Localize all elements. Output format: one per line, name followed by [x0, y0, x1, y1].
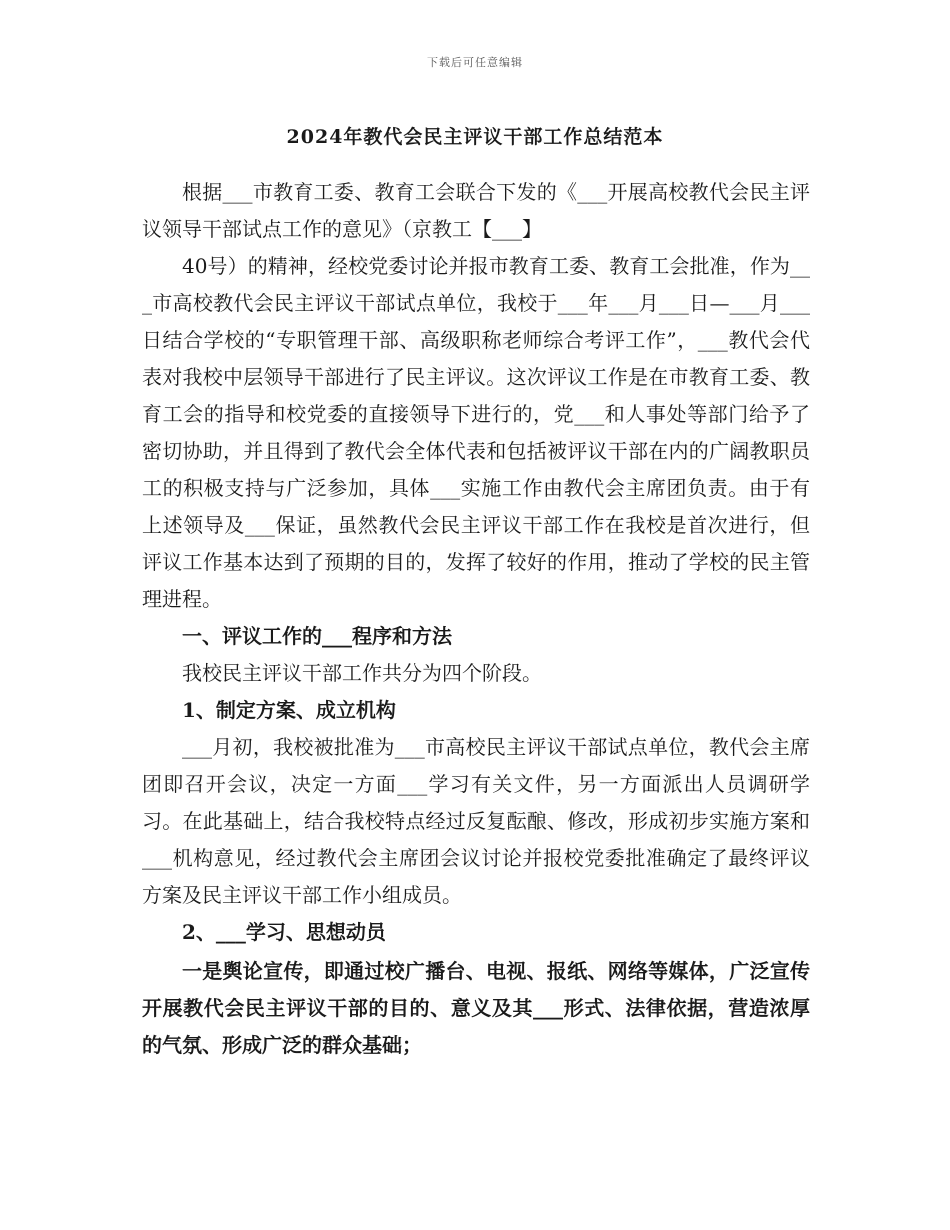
subsection-heading-2: 2、___学习、思想动员	[182, 920, 386, 944]
subsection-heading-1: 1、制定方案、成立机构	[182, 698, 396, 722]
paragraph-plan: ___月初，我校被批准为___市高校民主评议干部试点单位，教代会主席团即召开会议，决定一方面___学习有关文件，另一方面派出人员调研学习。在此基础上，结合我校特点经过反复酝酿、修改，形成初步实施方案和___机构意见，经过教代会主席团会议讨论并报校党委批准确定了最终评议方案及民主评议干部工作小组成员。	[142, 735, 810, 907]
section-heading-1: 一、评议工作的___程序和方法	[182, 624, 452, 648]
paragraph-publicity: 一是舆论宣传，即通过校广播台、电视、报纸、网络等媒体，广泛宣传开展教代会民主评议干部的目的、意义及其___形式、法律依据，营造浓厚的气氛、形成广泛的群众基础；	[142, 959, 810, 1057]
document-title: 2024年教代会民主评议干部工作总结范本	[286, 126, 664, 148]
header-note: 下载后可任意编辑	[427, 56, 523, 69]
paragraph-main: 40号）的精神，经校党委讨论并报市教育工委、教育工会批准，作为___市高校教代会民主评议干部试点单位，我校于___年___月___日—___月___日结合学校的“专职管理干部、高级职称老师综合考评工作”，___教代会代表对我校中层领导干部进行了民主评议。这次评议工作是在市教育工委、教育工会的指导和校党委的直接领导下进行的，党___和人事处等部门给予了密切协助，并且得到了教代会全体代表和包括被评议干部在内的广阔教职员工的积极支持与广泛参加，具体___实施工作由教代会主席团负责。由于有上述领导及___保证，虽然教代会民主评议干部工作在我校是首次进行，但评议工作基本达到了预期的目的，发挥了较好的作用，推动了学校的民主管理进程。	[142, 254, 810, 611]
paragraph-intro: 根据___市教育工委、教育工会联合下发的《___开展高校教代会民主评议领导干部试点工作的意见》（京教工【___】	[142, 180, 810, 241]
document-body	[142, 174, 810, 1064]
paragraph-stages: 我校民主评议干部工作共分为四个阶段。	[182, 661, 542, 685]
